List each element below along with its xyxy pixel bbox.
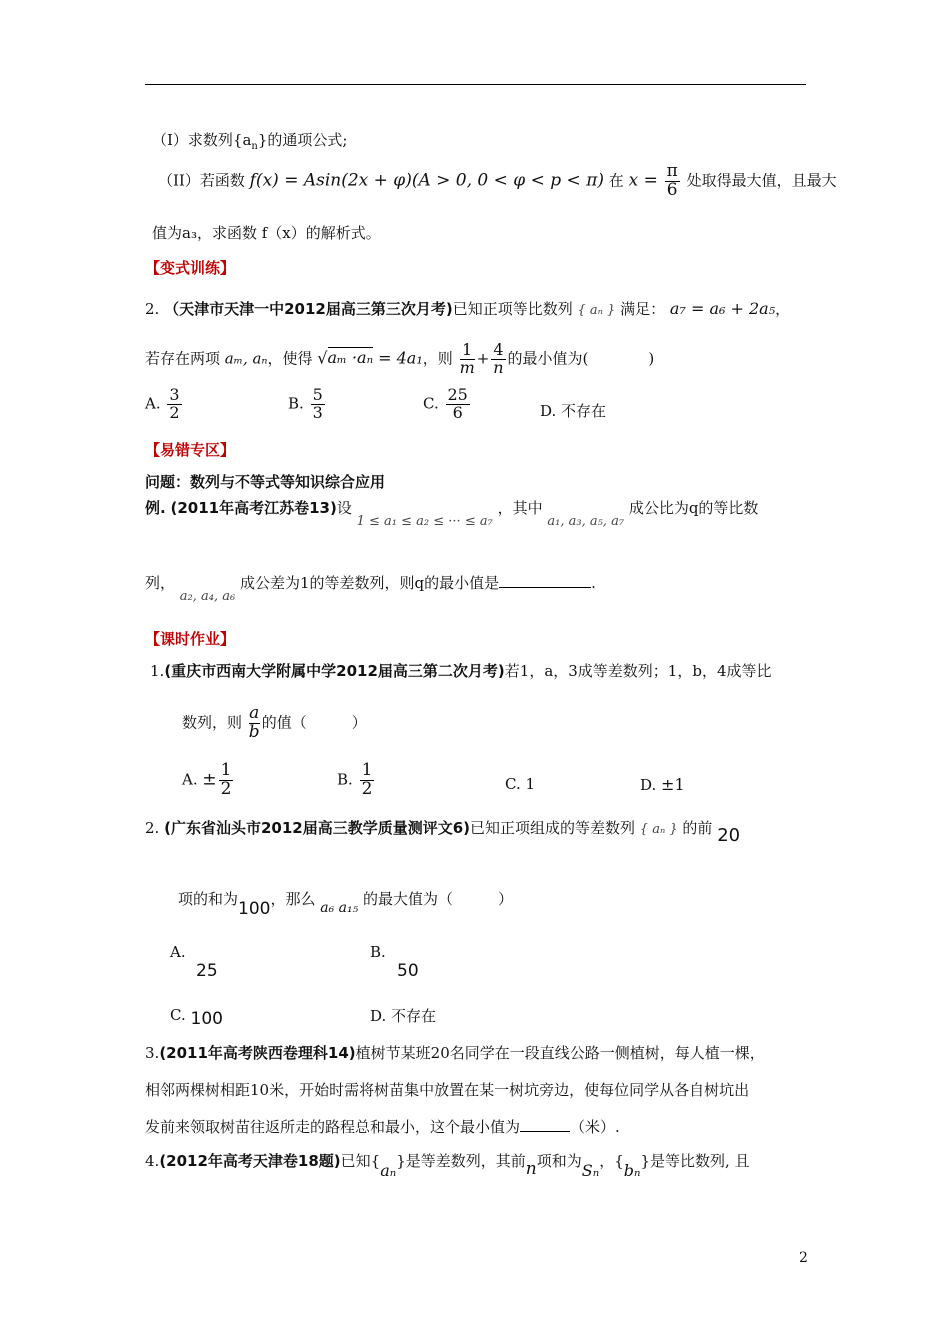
answer-blank[interactable] <box>499 587 591 588</box>
variant-q2-source: （天津市天津一中2012届高三第三次月考) <box>164 300 453 318</box>
homework-q1-option-c: C. 1 <box>505 775 536 793</box>
homework-q1-option-d: D. ±1 <box>640 775 685 794</box>
q1-part1: （I）求数列$\{a_n\}$的通项公式; <box>152 131 348 152</box>
variant-q2-line1: 2. （天津市天津一中2012届高三第三次月考)已知正项等比数列 { aₙ } 满足： a₇ = a₆ + 2a₅， <box>145 299 791 318</box>
variant-q2-option-c: C. $\frac{25}{6}$ <box>423 385 468 422</box>
homework-q3-line1: 3.(2011年高考陕西卷理科14)植树节某班20名同学在一段直线公路一侧植树，每人植一棵， <box>145 1044 765 1062</box>
example-line2: 列， a₂, a₄, a₆ 成公差为1的等差数列，则q的最小值是 . <box>145 574 596 604</box>
homework-q1-option-a: A. ± $\frac{1}{2}$ <box>182 760 232 799</box>
variant-q2-option-b: B. $\frac{5}{3}$ <box>288 385 323 422</box>
homework-q4-line1: 4.(2012年高考天津卷18题)已知{aₙ}是等差数列，其前n项和为Sₙ，{bₙ}是等比数列, 且 <box>145 1152 750 1180</box>
example-source: (2011年高考江苏卷13) <box>170 499 337 517</box>
issue-title: 问题：数列与不等式等知识综合应用 <box>145 473 386 491</box>
variant-q2-option-d: D. 不存在 <box>540 402 607 420</box>
homework-q1-line1: 1.(重庆市西南大学附属中学2012届高三第二次月考)若1，a，3成等差数列；1，b，4成等比 <box>150 662 772 680</box>
page-number: 2 <box>799 1250 808 1266</box>
homework-q2-option-d: D. 不存在 <box>370 1007 437 1025</box>
homework-q2-line2: 项的和为100，那么 a₆ a₁₅ 的最大值为（ ） <box>178 890 514 919</box>
variant-q2-line2: 若存在两项 aₘ, aₙ，使得 √aₘ ·aₙ = 4a₁，则 $\frac{1}{m}$ + $\frac{4}{n}$ 的最小值为( ) <box>145 340 655 377</box>
q1-part2: （II）若函数 f(x) = Asin(2x + φ)(A > 0, 0 < φ < p < π) 在 x = $\frac{\pi}{6}$ 处取得最大值，且最大 <box>158 161 837 200</box>
homework-q3-line3: 发前来领取树苗往返所走的路程总和最小，这个最小值为 （米）. <box>145 1118 620 1136</box>
homework-q2-option-c: C. 100 <box>170 1006 223 1029</box>
section-homework-heading: 【课时作业】 <box>145 630 236 648</box>
example-line1: 例. (2011年高考江苏卷13)设 1 ≤ a₁ ≤ a₂ ≤ ··· ≤ a₇ ，其中 a₁, a₃, a₅, a₇ 成公比为q的等比数 <box>145 499 759 529</box>
homework-q2-option-a: A. 25 <box>170 943 218 981</box>
homework-q2-line1: 2. (广东省汕头市2012届高三教学质量测评文6)已知正项组成的等差数列 { aₙ } 的前 20 <box>145 819 741 846</box>
homework-q2-option-b: B. 50 <box>370 943 419 981</box>
section-errors-heading: 【易错专区】 <box>145 441 236 459</box>
homework-q3-source: (2011年高考陕西卷理科14) <box>159 1044 356 1062</box>
pi-over-6-fraction: $\frac{\pi}{6}$ <box>666 161 678 200</box>
function-formula: f(x) = Asin(2x + φ)(A > 0, 0 < φ < p < π) <box>249 170 604 191</box>
homework-q1-option-b: B. $\frac{1}{2}$ <box>337 760 373 799</box>
homework-q1-source: (重庆市西南大学附属中学2012届高三第二次月考) <box>164 662 505 680</box>
section-variant-heading: 【变式训练】 <box>145 259 236 277</box>
header-rule <box>145 84 806 85</box>
answer-blank[interactable] <box>520 1131 570 1132</box>
variant-q2-option-a: A. $\frac{3}{2}$ <box>145 385 180 422</box>
homework-q3-line2: 相邻两棵树相距10米，开始时需将树苗集中放置在某一树坑旁边，使每位同学从各自树坑出 <box>145 1081 750 1099</box>
q1-part2-line2: 值为a₃，求函数 f（x）的解析式。 <box>152 224 381 242</box>
homework-q4-source: (2012年高考天津卷18题) <box>159 1152 341 1170</box>
homework-q2-source: (广东省汕头市2012届高三教学质量测评文6) <box>164 819 470 837</box>
homework-q1-line2: 数列，则 $\frac{a}{b}$ 的值（ ） <box>182 703 367 742</box>
